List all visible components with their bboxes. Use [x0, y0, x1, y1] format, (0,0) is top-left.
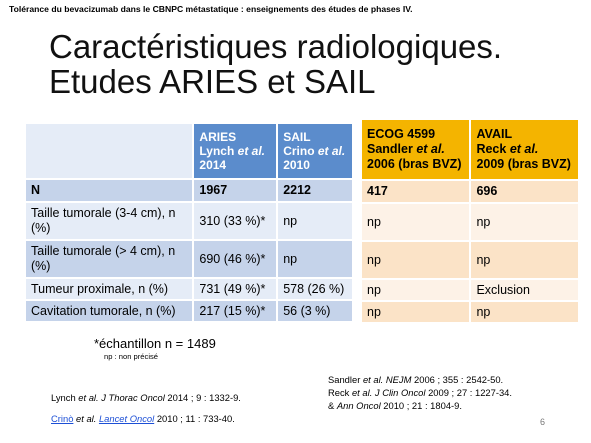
page-number: 6 [540, 417, 546, 427]
reference-sandler: Sandler et al. NEJM 2006 ; 355 : 2542-50. [328, 374, 504, 385]
cell-avail: np [470, 301, 579, 323]
table-row [362, 203, 579, 241]
header-sail: SAIL Crino et al. 2010 [277, 124, 353, 179]
crino-author-link[interactable]: Crinò [51, 413, 74, 424]
table-header-row [362, 120, 579, 180]
row-label: Cavitation tumorale, n (%) [26, 300, 193, 322]
cell-aries: 217 (15 %)* [193, 300, 277, 322]
cell-aries: 731 (49 %)* [193, 278, 277, 300]
cell-aries: 310 (33 %)* [193, 202, 277, 240]
cell-avail: Exclusion [470, 279, 579, 301]
cell-sail: np [277, 202, 353, 240]
cell-avail: 696 [470, 180, 579, 203]
cell-sail: 56 (3 %) [277, 300, 353, 322]
cell-ecog: np [362, 203, 470, 241]
cell-avail: np [470, 241, 579, 279]
cell-sail: 578 (26 %) [277, 278, 353, 300]
title-line-1: Caractéristiques radiologiques. [49, 28, 503, 65]
row-label: Taille tumorale (> 4 cm), n (%) [26, 240, 193, 278]
cell-ecog: np [362, 279, 470, 301]
reference-reck: Reck et al. J Clin Oncol 2009 ; 27 : 1227-34. [328, 387, 512, 398]
table-row [26, 179, 353, 202]
lancet-oncol-link[interactable]: Lancet Oncol [98, 413, 155, 424]
slide-header: Tolérance du bevacizumab dans le CBNPC métastatique : enseignements des études de phases IV. [9, 4, 413, 14]
aries-sail-table [26, 124, 354, 323]
header-aries: ARIES Lynch et al. 2014 [193, 124, 277, 179]
header-ecog: ECOG 4599 Sandler et al. 2006 (bras BVZ) [362, 120, 470, 180]
table-header-row [26, 124, 353, 179]
header-blank-cell [26, 124, 193, 179]
row-label: Tumeur proximale, n (%) [26, 278, 193, 300]
sample-footnote: *échantillon n = 1489 [94, 336, 216, 351]
row-label: N [26, 179, 193, 202]
reference-ann-oncol: & Ann Oncol 2010 ; 21 : 1804-9. [328, 400, 462, 411]
references-right [328, 373, 512, 412]
cell-avail: np [470, 203, 579, 241]
table-row [362, 301, 579, 323]
table-row [26, 278, 353, 300]
np-legend: np : non précisé [104, 352, 159, 361]
table-row [26, 202, 353, 240]
cell-ecog: np [362, 301, 470, 323]
table-row [26, 300, 353, 322]
cell-sail: 2212 [277, 179, 353, 202]
slide-title [49, 29, 502, 99]
title-line-2: Etudes ARIES et SAIL [49, 63, 376, 100]
table-row [362, 241, 579, 279]
cell-aries: 1967 [193, 179, 277, 202]
reference-crino: Crinò et al. Lancet Oncol 2010 ; 11 : 733-40. [51, 413, 235, 424]
row-label: Taille tumorale (3-4 cm), n (%) [26, 202, 193, 240]
cell-ecog: 417 [362, 180, 470, 203]
cell-ecog: np [362, 241, 470, 279]
cell-sail: np [277, 240, 353, 278]
header-avail: AVAIL Reck et al. 2009 (bras BVZ) [470, 120, 579, 180]
table-row [26, 240, 353, 278]
ecog-avail-table [362, 120, 580, 324]
cell-aries: 690 (46 %)* [193, 240, 277, 278]
table-row [362, 279, 579, 301]
reference-lynch: Lynch et al. J Thorac Oncol 2014 ; 9 : 1332-9. [51, 392, 241, 403]
table-row [362, 180, 579, 203]
